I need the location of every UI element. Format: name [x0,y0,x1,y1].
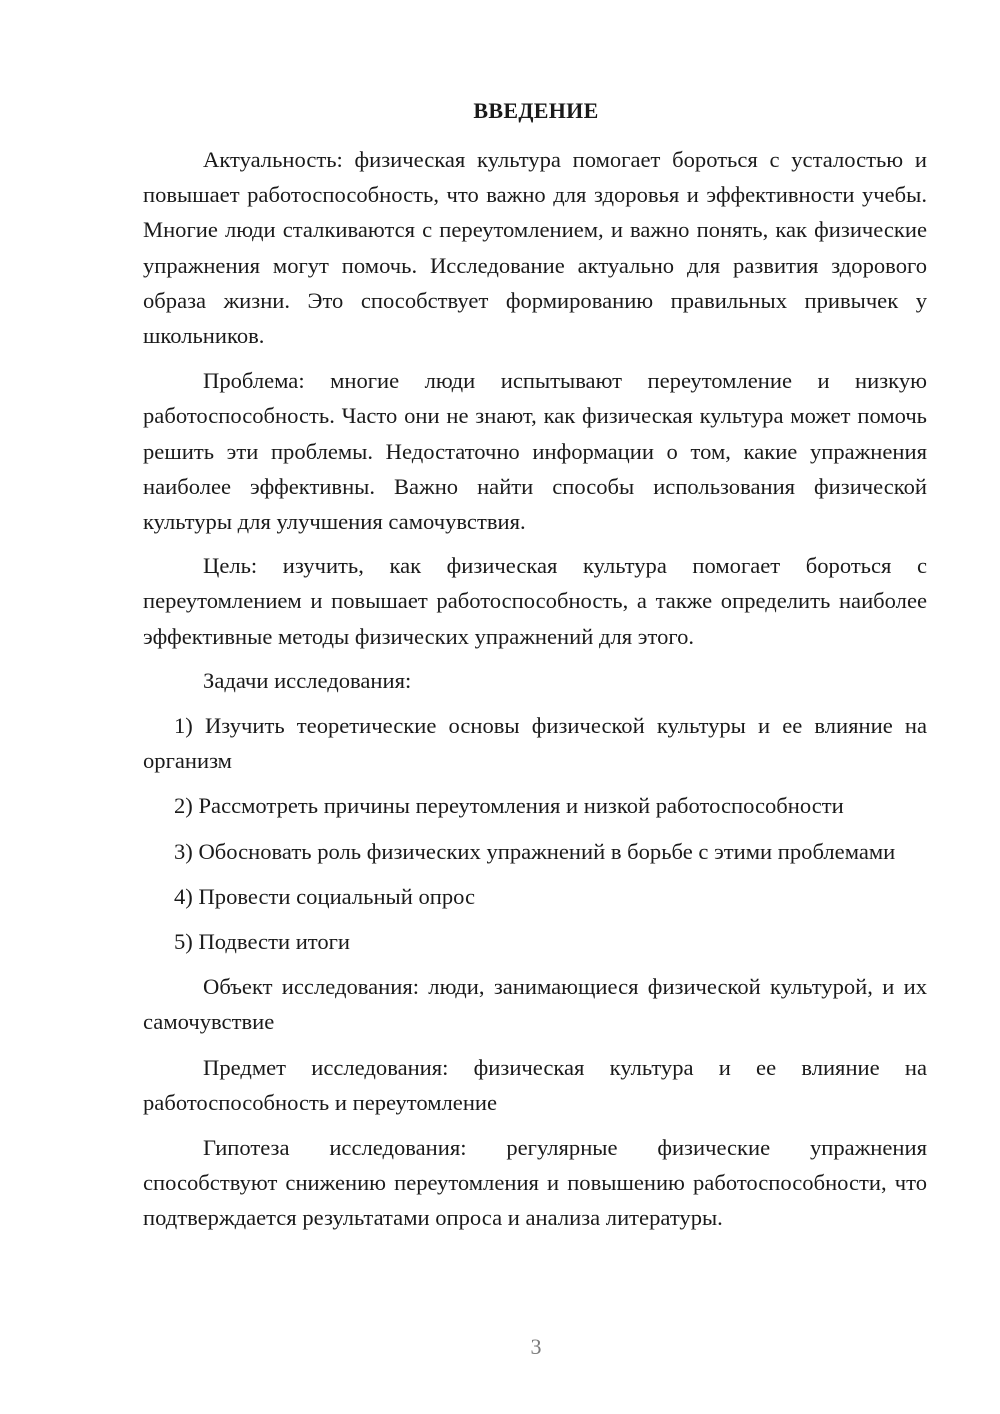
task-item: 3) Обосновать роль физических упражнений в борьбе с этими проблемами [174,838,896,864]
body-text [143,142,927,1236]
paragraph-object: Объект исследования: люди, занимающиеся физической культурой, и их самочувствие [143,974,927,1035]
section-title: ВВЕДЕНИЕ [473,98,599,123]
task-item: 1) Изучить теоретические основы физической культуры и ее влияние на организм [143,713,927,774]
page-number: 3 [530,1334,542,1359]
paragraph-hypothesis: Гипотеза исследования: регулярные физические упражнения способствуют снижению переутомления и повышению работоспособности, что подтверждается результатами опроса и анализа литературы. [143,1135,927,1231]
task-item: 5) Подвести итоги [174,929,351,955]
paragraph-subject: Предмет исследования: физическая культура и ее влияние на работоспособность и переутомление [143,1054,927,1115]
paragraph-goal: Цель: изучить, как физическая культура помогает бороться с переутомлением и повышает работоспособность, а также определить наиболее эффективные методы физических упражнений для этого. [143,553,927,649]
tasks-heading: Задачи исследования: [203,667,412,693]
task-item: 2) Рассмотреть причины переутомления и низкой работоспособности [174,793,844,819]
paragraph-problem: Проблема: многие люди испытывают переутомление и низкую работоспособность. Часто они не знают, как физическая культура может помочь решить эти проблемы. Недостаточно информации о том, какие упражнения наиболее эффективны. Важно найти способы использования физической культуры для улучшения самочувствия. [143,368,927,535]
paragraph-relevance: Актуальность: физическая культура помогает бороться с усталостью и повышает работоспособность, что важно для здоровья и эффективности учебы. Многие люди сталкиваются с переутомлением, и важно понять, как физические упражнения могут помочь. Исследование актуально для развития здорового образа жизни. Это способствует формированию правильных привычек у школьников. [143,147,927,349]
task-item: 4) Провести социальный опрос [174,883,476,909]
